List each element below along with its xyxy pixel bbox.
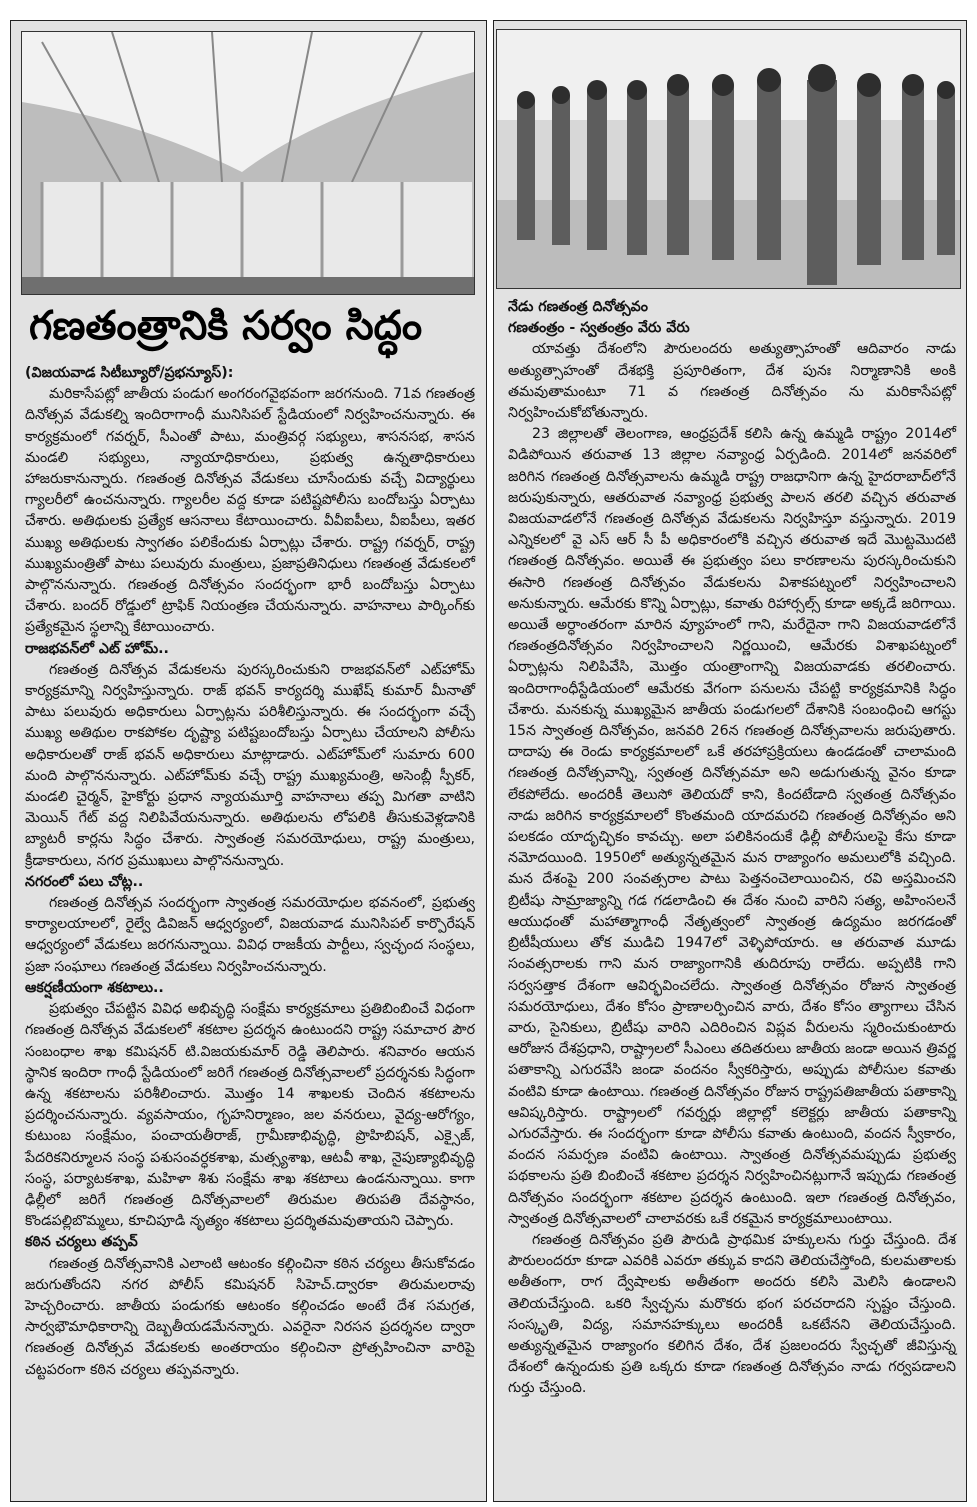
right-paragraph-1: యావత్తు దేశంలోని పౌరులందరు అత్యుత్సాహంతో ఆదివారం నాడు అత్యుత్సాహంతో దేశభక్తి ప్రపూరితంగా, దేశ పునః నిర్మాణానికి అంకి తమవుతామంటూ 71 వ గణతంత్ర దినోత్సవం ను మరికాసేపట్లో నిర్వహించుకోబోతున్నారు. [508, 341, 956, 422]
nagaram-heading: నగరంలో పలు చోట్ల.. [25, 873, 144, 890]
right-caption-line2: గణతంత్రం - స్వతంత్రం వేరు వేరు [508, 320, 690, 337]
parade-illustration [497, 30, 960, 288]
left-article [25, 363, 475, 1381]
kathina-text: గణతంత్ర దినోత్సవానికి ఎలాంటి ఆటంకం కల్గించినా కఠిన చర్యలు తీసుకోవడం జరుగుతోందని నగర పోలీస్ కమిషనర్ సిహెచ్.ద్వారకా తిరుమలరావు హెచ్చరించారు. జాతీయ పండుగకు ఆటంకం కల్గించడం అంటే దేశ సమగ్రత, సార్వభౌమాధికారాన్ని దెబ్బతీయడమేనన్నారు. ఎవరైనా నిరసన ప్రదర్శనల ద్వారా గణతంత్ర దినోత్సవ వేడుకలకు అంతరాయం కల్గించినా ప్రోత్సహించినా వారిపై చట్టపరంగా కఠిన చర్యలు తప్పవన్నారు. [25, 1255, 475, 1378]
right-column [493, 20, 967, 1502]
left-paragraph-1: మరికాసేపట్లో జాతీయ పండుగ అంగరంగవైభవంగా జరగనుంది. 71వ గణతంత్ర దినోత్సవ వేడుకల్ని ఇందిరాగాంధీ మునిసిపల్ స్టేడియంలో నిర్వహించనున్నారు. ఈ కార్యక్రమంలో గవర్నర్, సీఎంతో పాటు, మంత్రివర్గ సభ్యులు, శాసనసభ, శాసన మండలి సభ్యులు, న్యాయాధికారులు, ప్రభుత్వ ఉన్నతాధికారులు హాజరుకానున్నారు. గణతంత్ర దినోత్సవ వేడుకలు చూసేందుకు వచ్చే విద్యార్థులు గ్యాలరీలో ఉంచనున్నారు. గ్యాలరీల వద్ద కూడా పటిష్టపోలీసు బందోబస్తు ఏర్పాటు చేశారు. అతిథులకు ప్రత్యేక ఆసనాలు కేటాయించారు. వీవీఐపీలు, వీఐపీలు, ఇతర ముఖ్య అతిథులకు స్వాగతం పలికేందుకు ఏర్పాట్లు చేశారు. రాష్ట్ర గవర్నర్, రాష్ట్ర ముఖ్యమంత్రితో పాటు పలువురు మంత్రులు, ప్రజాప్రతినిధులు గణతంత్ర వేడుకలలో పాల్గొననున్నారు. గణతంత్ర దినోత్సవం సందర్భంగా భారీ బందోబస్తు ఏర్పాటు చేశారు. బందర్ రోడ్డులో ట్రాఫిక్ నియంత్రణ చేయనున్నారు. వాహనాలు పార్కింగ్‌కు ప్రత్యేకమైన స్థలాన్ని కేటాయించారు. [25, 386, 475, 636]
left-column [10, 20, 487, 1502]
tent-illustration [22, 32, 474, 294]
dateline: (విజయవాడ సిటీబ్యూరో/ప్రభన్యూస్): [25, 365, 234, 381]
sakatalu-heading: ఆకర్షణీయంగా శకటాలు.. [25, 979, 164, 996]
headline: గణతంత్రానికి సర్వం సిద్ధం [29, 302, 423, 349]
right-paragraph-3: గణతంత్ర దినోత్సవం ప్రతి పౌరుడి ప్రాథమిక హక్కులను గుర్తు చేస్తుంది. దేశ పౌరులందరూ కూడా ఎవరికి ఎవరూ తక్కువ కాదని తెలియచేస్తోంది, కులమతాలకు అతీతంగా, రాగ ద్వేషాలకు అతీతంగా అందరు కలిసి మెలిసి ఉండాలని తెలియచేస్తుంది. ఒకరి స్వేచ్ఛను మరొకరు భంగ పరచరాదని స్పష్టం చేస్తుంది. సంస్కృతి, విద్య, సమానహక్కులు అందరికీ ఒకటేనని తెలియచేస్తుంది. అత్యున్నతమైన రాజ్యాంగం కలిగిన దేశం, దేశ ప్రజలందరు స్వేచ్ఛతో జీవిస్తున్న దేశంలో ఉన్నందుకు ప్రతి ఒక్కరు కూడా గణతంత్ర దినోత్సవం నాడు గర్వపడాలని గుర్తు చేస్తుంది. [508, 1231, 956, 1397]
rajbhavan-text: గణతంత్ర దినోత్సవ వేడుకలను పురస్కరించుకుని రాజభవన్‌లో ఎట్‌హోమ్ కార్యక్రమాన్ని నిర్వహిస్తున్నారు. రాజ్ భవన్ కార్యదర్శి ముఖేష్ కుమార్ మీనాతో పాటు పలువురు అధికారులు ఏర్పాట్లను పరిశీలిస్తున్నారు. ఈ సందర్భంగా వచ్చే ముఖ్య అతిథుల రాకపోకల దృష్ట్యా పటిష్టబందోబస్తు ఏర్పాటు చేయాలని పోలీసు అధికారులతో రాజ్ భవన్ అధికారులు మాట్లాడారు. ఎట్‌హోమ్‌లో సుమారు 600 మంది పాల్గొననున్నారు. ఎట్‌హోమ్‌కు వచ్చే రాష్ట్ర ముఖ్యమంత్రి, అసెంబ్లీ స్పీకర్, మండలి చైర్మన్, హైకోర్టు ప్రధాన న్యాయమూర్తి వాహనాలు తప్ప మిగతా వాటిని మెయిన్ గేట్ వద్ద నిలిపివేయనున్నారు. అతిథులను లోపలికి తీసుకువెళ్లడానికి బ్యాటరీ కార్లను సిద్ధం చేశారు. స్వాతంత్ర సమరయోధులు, రాష్ట్ర మంత్రులు, క్రీడాకారులు, నగర ప్రముఖులు పాల్గొననున్నారు. [25, 661, 475, 869]
right-article [508, 297, 956, 1400]
rajbhavan-heading: రాజభవన్‌లో ఎట్ హోమ్.. [25, 640, 169, 657]
kathina-heading: కఠిన చర్యలు తప్పవ్ [25, 1234, 138, 1251]
nagaram-text: గణతంత్ర దినోత్సవ సందర్భంగా స్వాతంత్ర సమరయోధుల భవనంలో, ప్రభుత్వ కార్యాలయాలలో, రైల్వే డివిజన్ ఆధ్వర్యంలో, విజయవాడ మునిసిపల్ కార్పొరేషన్ ఆధ్వర్యంలో వేడుకలు జరగనున్నాయి. వివిధ రాజకీయ పార్టీలు, స్వచ్ఛంద సంస్థలు, ప్రజా సంఘాలు గణతంత్ర వేడుకలు నిర్వహించనున్నారు. [25, 895, 475, 975]
right-paragraph-2: 23 జిల్లాలతో తెలంగాణ, ఆంధ్రప్రదేశ్ కలిసి ఉన్న ఉమ్మడి రాష్ట్రం 2014లో విడిపోయిన తరువాత 13 జిల్లాల నవ్యాంధ్ర ఏర్పడింది. 2014లో జనవరిలో జరిగిన గణతంత్ర దినోత్సవాలను ఉమ్మడి రాష్ట్ర రాజధానిగా ఉన్న హైదరాబాద్‌లోనే జరుపుకున్నారు, ఆతరువాత నవ్యాంధ్ర ప్రభుత్వ పాలన తరలి వచ్చిన తరువాత విజయవాడలోనే గణతంత్ర దినోత్సవ వేడుకలను నిర్వహిస్తూ వస్తున్నారు. 2019 ఎన్నికలలో వై ఎస్ ఆర్ సీ పీ అధికారంలోకి వచ్చిన తరువాత ఇదే మొట్టమొదటి గణతంత్ర దినోత్సవం. అయితే ఈ ప్రభుత్వం పలు కారణాలను పురస్కరించుకుని ఈసారి గణతంత్ర దినోత్సవం వేడుకలను విశాకపట్నంలో నిర్వహించాలని అనుకున్నారు. ఆమేరకు కొన్ని ఏర్పాట్లు, కవాతు రిహార్సల్స్ కూడా అక్కడే జరిగాయి. అయితే అర్ధాంతరంగా మారిన వ్యూహంలో గాని, మరేదైనా గాని విజయవాడలోనే గణతంత్రదినోత్సవం నిర్వహించాలని నిర్ణయించి, ఆమేరకు విశాఖపట్నంలో ఏర్పాట్లను నిలిపివేసి, మొత్తం యంత్రాంగాన్ని విజయవాడకు తరలించారు. ఇందిరాగాంధీస్టేడియంలో ఆమేరకు వేగంగా పనులను చేపట్టి కార్యక్రమానికి సిద్ధం చేశారు. మనకున్న ముఖ్యమైన జాతీయ పండుగలలో దేశానికి సంబంధించి ఆగస్టు 15న స్వాతంత్ర దినోత్సవం, జనవరి 26న గణతంత్ర దినోత్సవాలను జరుపుతారు. దాదాపు ఈ రెండు కార్యక్రమాలలో ఒకే తరహాప్రక్రియలు ఉండడంతో చాలామంది గణతంత్ర దినోత్సవాన్ని, స్వతంత్ర దినోత్సవమా అని అడుగుతున్న వైనం కూడా లేకపోలేదు. అందరికీ తెలుసో తెలియదో కాని, కిందటేడాది స్వతంత్ర దినోత్సవం నాడు జరిగిన కార్యక్రమాలలో కొంతమంది యాదమరచి గణతంత్ర దినోత్సవం అని పలకడం యాదృచ్ఛికం కావచ్చు. అలా పలికినందుకే ఢిల్లీ పోలీసులపై కేసు కూడా నమోదయింది. 1950లో అత్యున్నతమైన మన రాజ్యాంగం అమలులోకి వచ్చింది. మన దేశంపై 200 సంవత్సరాల పాటు పెత్తనంచెలాయించిన, రవి అస్తమించని బ్రిటీషు సామ్రాజ్యాన్ని గడ గడలాడించి ఈ దేశం నుంచి వారిని సత్య, అహింసలనే ఆయుధంతో మహాత్మాగాంధీ నేతృత్వంలో స్వాతంత్ర ఉద్యమం జరగడంతో బ్రిటీషీయులు తోక ముడిచి 1947లో వెళ్ళిపోయారు. ఆ తరువాత మూడు సంవత్సరాలకు గాని మన రాజ్యాంగానికి తుదిరూపు రాలేదు. అప్పటికి గాని సర్వసత్తాక దేశంగా ఆవిర్భవించలేదు. స్వాతంత్ర దినోత్సవం రోజున స్వాతంత్ర సమరయోధులు, దేశం కోసం ప్రాణాలర్పించిన వారు, దేశం కోసం త్యాగాలు చేసిన వారు, సైనికులు, బ్రిటీషు వారిని ఎదిరించిన విప్లవ వీరులను స్మరించుకుంటారు ఆరోజున దేశప్రధాని, రాష్ట్రాలలో సీఎంలు తదితరులు జాతీయ జండా అయిన త్రివర్ణ పతాకాన్ని ఎగురవేసి జండా వందనం స్వీకరిస్తారు, అప్పుడు పోలీసుల కవాతు వంటివి కూడా ఉంటాయి. గణతంత్ర దినోత్సవం రోజున రాష్ట్రపతిజాతీయ పతాకాన్ని ఆవిష్కరిస్తారు. రాష్ట్రాలలో గవర్నర్లు జిల్లాల్లో కలెక్టర్లు జాతీయ పతాకాన్ని ఎగురవేస్తారు. ఈ సందర్భంగా కూడా పోలీసు కవాతు ఉంటుంది, వందన స్వీకారం, వందన సమర్పణ వంటివి ఉంటాయి. స్వాతంత్ర దినోత్సవమప్పుడు ప్రభుత్వ పథకాలను ప్రతి బింబించే శకటాల ప్రదర్శన నిర్వహించినట్లుగానే ఇప్పుడు గణతంత్ర దినోత్సవం సందర్భంగా శకటాల ప్రదర్శన ఉంటుంది. ఇలా గణతంత్ర దినోత్సవం, స్వాతంత్ర దినోత్సవాలలో చాలావరకు ఒకే రకమైన కార్యక్రమాలుంటాయి. [508, 426, 956, 1227]
sakatalu-text: ప్రభుత్వం చేపట్టిన వివిధ అభివృద్ధి సంక్షేమ కార్యక్రమాలు ప్రతిబింబించే విధంగా గణతంత్ర దినోత్సవ వేడుకలలో శకటాల ప్రదర్శన ఉంటుందని రాష్ట్ర సమాచార పౌర సంబంధాల శాఖ కమిషనర్ టి.విజయకుమార్ రెడ్డి తెలిపారు. శనివారం ఆయన స్థానిక ఇందిరా గాంధీ స్టేడియంలో జరిగే గణతంత్ర దినోత్సవాలలో ప్రదర్శనకు సిద్ధంగా ఉన్న శకటాలను పరిశీలించారు. మొత్తం 14 శాఖలకు చెందిన శకటాలను ప్రదర్శించనున్నారు. వ్యవసాయం, గృహనిర్మాణం, జల వనరులు, వైద్య-ఆరోగ్యం, కుటుంబ సంక్షేమం, పంచాయతీరాజ్, గ్రామీణాభివృద్ధి, ప్రొహిబిషన్, ఎక్సైజ్, పేదరికనిర్మూలన సంస్థ పశుసంవర్ధకశాఖ, మత్స్యశాఖ, ఆటవీ శాఖ, నైపుణ్యాభివృద్ధి సంస్థ, పర్యాటకశాఖ, మహిళా శిశు సంక్షేమ శాఖ శకటాలు ఉండనున్నాయి. కాగా ఢిల్లీలో జరిగే గణతంత్ర దినోత్సవాలలో తిరుమల తిరుపతి దేవస్థానం, కొండపల్లిబొమ్మలు, కూచిపూడి నృత్యం శకటాలు ప్రదర్శితమవుతాయని చెప్పారు. [25, 1001, 475, 1230]
parade-photo [496, 29, 961, 289]
tent-photo [21, 31, 475, 295]
right-caption-line1: నేడు గణతంత్ర దినోత్సవం [508, 299, 648, 315]
